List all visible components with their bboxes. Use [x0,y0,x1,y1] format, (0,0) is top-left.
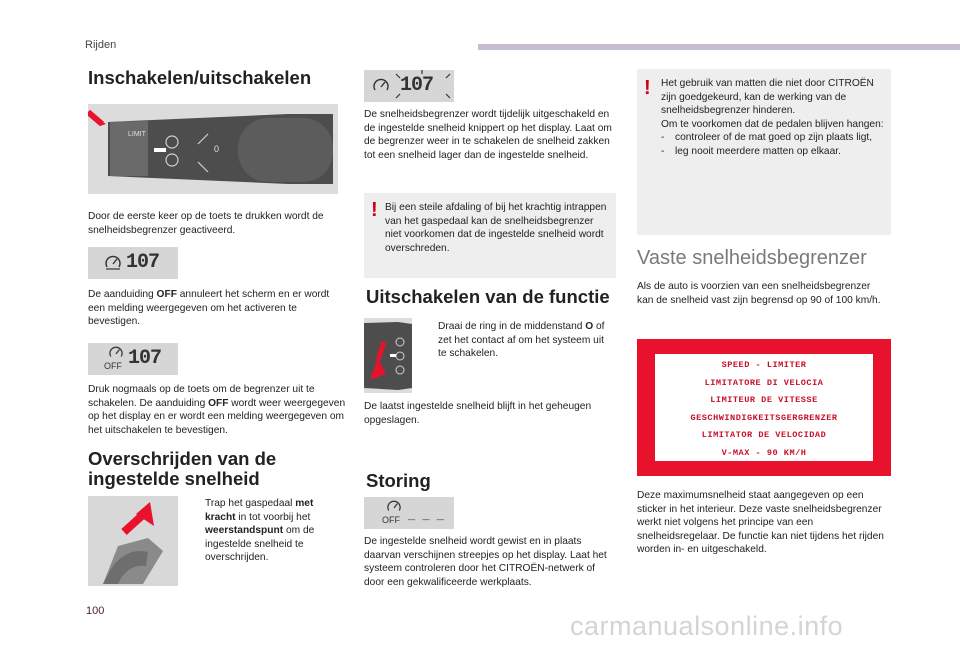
p3-bold: OFF [208,397,229,409]
warning-box-descent [364,193,616,278]
pedal-illustration [88,496,178,586]
heading-line-1: Overschrijden van de [88,448,277,469]
p4-bold1: met kracht [205,498,314,523]
sticker-line: LIMITATOR DE VELOCIDAD [701,430,827,440]
warning-item [661,131,887,145]
header-bar [478,44,960,50]
dash-marker: - [661,145,665,157]
paragraph-accelerator [205,497,335,565]
warning-line-1: Het gebruik van matten die niet door CITROËN zijn goedgekeurd, kan de werking van de snelheidsbegrenzer hinderen. [661,78,874,117]
ring-illustration [364,318,412,393]
section-heading-disable: Uitschakelen van de functie [366,286,610,307]
lever-label-zero: 0 [214,144,220,154]
sticker-line: LIMITATORE DI VELOCIA [704,377,824,388]
section-title: Rijden [85,39,117,51]
p4-pre: Trap het gaspedaal [205,498,296,509]
paragraph-fault: De ingestelde snelheid wordt gewist en in plaats daarvan verschijnen streepjes op het display. Laat het systeem controleren door het CITROËN-netwerk of door een gekwalificeerde werkplaats. [364,536,607,588]
sticker-line: LIMITEUR DE VITESSE [710,395,818,405]
p3-pre: Druk nogmaals op de toets om de begrenzer uit te schakelen. De aanduiding [88,384,315,409]
p2-post: of zet het contact af om het systeem uit te schakelen. [438,321,605,360]
speed-limiter-icon [372,77,390,95]
sticker-line: GESCHWINDIGKEITSGERGRENZER [690,412,838,423]
page-number: 100 [86,605,105,617]
warning-text [661,77,887,159]
warning-item-text: controleer of de mat goed op zijn plaats ligt, [675,132,873,144]
warning-item-text: leg nooit meerdere matten op elkaar. [675,145,841,157]
p4-mid: in tot voorbij het [235,511,311,523]
paragraph-first-press: Door de eerste keer op de toets te drukken wordt de snelheidsbegrenzer geactiveerd. [88,211,324,236]
warning-item [661,145,887,159]
blink-rays-icon [392,70,454,102]
paragraph-press-again [88,383,350,437]
warning-box-mats [637,69,891,235]
display-speed-value: 107 [126,251,160,274]
display-speed-value: 107 [128,347,162,370]
display-off [88,343,178,375]
section-heading-exceed [88,449,276,489]
p3-post: wordt weer weergegeven op het display en er wordt een melding weergegeven om het uitschakelen te bevestigen. [88,397,346,436]
heading-line-2: ingestelde snelheid [88,468,260,489]
p2-post: annuleert het scherm en er wordt een melding weergegeven om het activeren te bevestigen. [88,289,330,328]
paragraph-temporarily-disabled: De snelheidsbegrenzer wordt tijdelijk uitgeschakeld en de ingestelde snelheid knippert op het display. Laat om de begrenzer weer in te schakelen de snelheid zakken tot een snelheid lager dan de ingestelde snelheid. [364,109,612,161]
speed-limiter-sticker [637,339,891,476]
display-off-label: OFF [382,515,400,525]
speed-limiter-icon [108,346,124,360]
lever-label-limit: LIMIT [128,131,146,138]
speed-limiter-icon [386,500,402,514]
display-dashes: _ _ _ [408,509,445,523]
sticker-line: SPEED - LIMITER [721,360,807,370]
section-heading-fixed-limiter: Vaste snelheidsbegrenzer [637,247,867,269]
display-blinking [364,70,454,102]
section-heading-fault: Storing [366,470,431,491]
paragraph-fixed-limit: Als de auto is voorzien van een snelheidsbegrenzer kan de snelheid vast zijn begrensd op 90 of 100 km/h. [637,281,881,306]
section-heading-enable: Inschakelen/uitschakelen [88,67,312,88]
paragraph-memory: De laatst ingestelde snelheid blijft in het geheugen opgeslagen. [364,401,592,426]
warning-text: Bij een steile afdaling of bij het krachtig intrappen van het gaspedaal kan de snelheidsbegrenzer niet voorkomen dat de ingestelde snelheid wordt overschreden. [385,202,607,254]
p2-bold: O [585,321,594,332]
watermark: carmanualsonline.info [570,611,844,641]
p2-pre: De aanduiding [88,289,157,300]
lever-illustration [88,104,338,194]
display-fault [364,497,454,529]
sticker-line: V-MAX - 90 KM/H [721,447,807,458]
paragraph-turn-ring [438,320,613,361]
warning-icon: ! [371,199,378,221]
warning-line-2: Om te voorkomen dat de pedalen blijven hangen: [661,118,884,130]
paragraph-off-indication [88,288,346,329]
display-speed-value: 107 [400,74,434,97]
dash-marker: - [661,132,665,144]
paragraph-sticker-info: Deze maximumsnelheid staat aangegeven op een sticker in het interieur. Deze vaste snelheidsbegrenzer werkt niet volgens het principe van een snelheidsregelaar. De functie kan niet tijdens het rijden worden in- en uitgeschakeld. [637,490,884,556]
sticker-panel [655,354,873,461]
warning-icon: ! [644,77,651,99]
p2-bold: OFF [156,289,177,300]
display-off-label: OFF [104,361,122,371]
p4-bold2: weerstandspunt [205,525,284,537]
display-active [88,247,178,279]
speed-limiter-icon [104,254,122,272]
p2-pre: Draai de ring in de middenstand [438,321,586,332]
p4-post: om de ingestelde snelheid te overschrijden. [205,525,315,564]
